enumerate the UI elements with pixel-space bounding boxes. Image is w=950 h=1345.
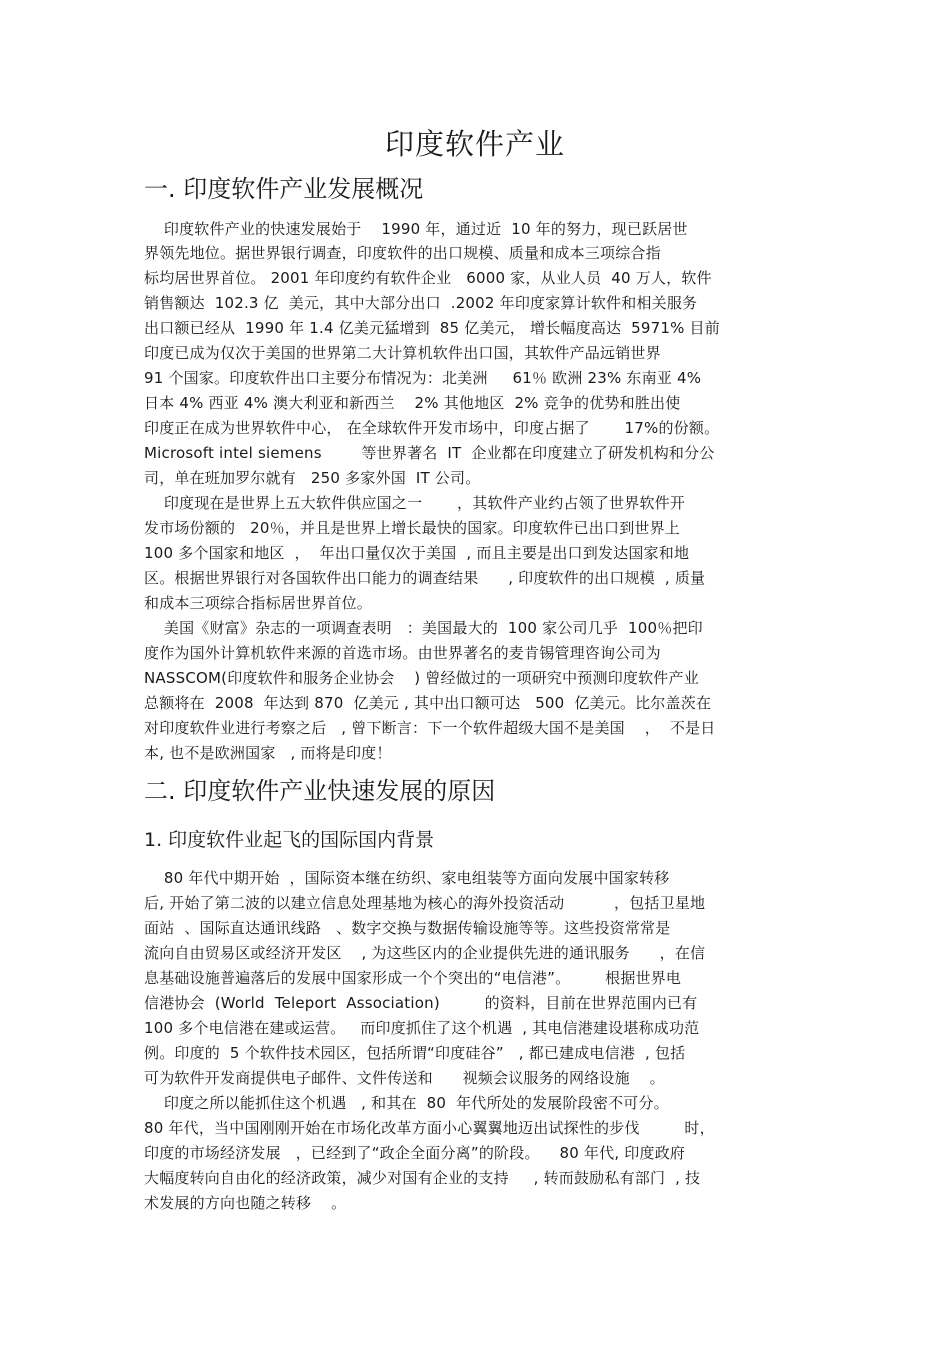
text-line: 销售额达 102.3 亿 美元，其中大部分出口 .2002 年印度家算计软件和相关服务 bbox=[144, 294, 698, 312]
text-line: 出口额已经从 1990 年 1.4 亿美元猛增到 85 亿美元， 增长幅度高达 5971% 目前 bbox=[144, 319, 720, 337]
text-line: 和成本三项综合指标居世界首位。 bbox=[144, 594, 373, 612]
text-line: Microsoft intel siemens 等世界著名 IT 企业都在印度建立了研发机构和分公 bbox=[144, 444, 715, 462]
text-line: NASSCOM(印度软件和服务企业协会 ) 曾经做过的一项研究中预测印度软件产业 bbox=[144, 669, 699, 687]
text-line: 印度之所以能抓住这个机遇 , 和其在 80 年代所处的发展阶段密不可分。 bbox=[144, 1094, 669, 1112]
text-line: 印度现在是世界上五大软件供应国之一 ，其软件产业约占领了世界软件开 bbox=[144, 494, 686, 512]
text-line: 总额将在 2008 年达到 870 亿美元 , 其中出口额可达 500 亿美元。比尔盖茨在 bbox=[144, 694, 712, 712]
text-line: 印度软件产业的快速发展始于 1990 年，通过近 10 年的努力，现已跃居世 bbox=[144, 220, 688, 238]
text-line: 标均居世界首位。 2001 年印度约有软件企业 6000 家，从业人员 40 万人，软件 bbox=[144, 269, 712, 287]
text-line: 100 多个电信港在建或运营。 而印度抓住了这个机遇 , 其电信港建设堪称成功范 bbox=[144, 1019, 700, 1037]
text-line: 80 年代，当中国刚刚开始在市场化改革方面小心翼翼地迈出试探性的步伐 时， bbox=[144, 1119, 715, 1137]
text-line: 面站 、国际直达通讯线路 、数字交换与数据传输设施等等。这些投资常常是 bbox=[144, 919, 671, 937]
text-line: 区。根据世界银行对各国软件出口能力的调查结果 , 印度软件的出口规模 , 质量 bbox=[144, 569, 706, 587]
text-line: 术发展的方向也随之转移 。 bbox=[144, 1194, 347, 1212]
text-line: 印度已成为仅次于美国的世界第二大计算机软件出口国，其软件产品远销世界 bbox=[144, 344, 661, 362]
text-line: 界领先地位。据世界银行调查，印度软件的出口规模、质量和成本三项综合指 bbox=[144, 244, 661, 262]
text-line: 流向自由贸易区或经济开发区 , 为这些区内的企业提供先进的通讯服务 ，在信 bbox=[144, 944, 706, 962]
text-line: 本, 也不是欧洲国家 , 而将是印度！ bbox=[144, 744, 392, 762]
text-line: 100 多个国家和地区 ， 年出口量仅次于美国 , 而且主要是出口到发达国家和地 bbox=[144, 544, 690, 562]
text-line: 度作为国外计算机软件来源的首选市场。由世界著名的麦肯锡管理咨询公司为 bbox=[144, 644, 661, 662]
text-line: 信港协会 (World Teleport Association) 的资料，目前在世界范围内已有 bbox=[144, 994, 698, 1012]
subsection-heading: 1. 印度软件业起飞的国际国内背景 bbox=[144, 829, 435, 851]
section-heading-overview: 一. 印度软件产业发展概况 bbox=[144, 175, 424, 203]
text-line: 91 个国家。印度软件出口主要分布情况为：北美洲 61％ 欧洲 23% 东南亚 4% bbox=[144, 369, 702, 387]
text-line: 对印度软件业进行考察之后 , 曾下断言：下一个软件超级大国不是美国 ， 不是日 bbox=[144, 719, 716, 737]
text-line: 息基础设施普遍落后的发展中国家形成一个个突出的“电信港”。 根据世界电 bbox=[144, 969, 682, 987]
text-line: 后, 开始了第二波的以建立信息处理基地为核心的海外投资活动 ，包括卫星地 bbox=[144, 894, 706, 912]
document-title: 印度软件产业 bbox=[384, 127, 565, 161]
text-line: 印度的市场经济发展 ，已经到了“政企全面分离”的阶段。 80 年代, 印度政府 bbox=[144, 1144, 686, 1162]
section-heading-reasons: 二. 印度软件产业快速发展的原因 bbox=[144, 777, 496, 805]
text-line: 日本 4% 西亚 4% 澳大利亚和新西兰 2% 其他地区 2% 竞争的优势和胜出使 bbox=[144, 394, 681, 412]
text-line: 大幅度转向自由化的经济政策，减少对国有企业的支持 , 转而鼓励私有部门 , 技 bbox=[144, 1169, 701, 1187]
text-line: 发市场份额的 20％，并且是世界上增长最快的国家。印度软件已出口到世界上 bbox=[144, 519, 680, 537]
text-line: 美国《财富》杂志的一项调查表明 ：美国最大的 100 家公司几乎 100％把印 bbox=[144, 619, 703, 637]
text-line: 80 年代中期开始 ，国际资本继在纺织、家电组装等方面向发展中国家转移 bbox=[144, 869, 670, 887]
text-line: 例。印度的 5 个软件技术园区，包括所谓“印度硅谷” , 都已建成电信港 , 包括 bbox=[144, 1044, 686, 1062]
text-line: 司，单在班加罗尔就有 250 多家外国 IT 公司。 bbox=[144, 469, 481, 487]
text-line: 可为软件开发商提供电子邮件、文件传送和 视频会议服务的网络设施 。 bbox=[144, 1069, 665, 1087]
text-line: 印度正在成为世界软件中心， 在全球软件开发市场中，印度占据了 17%的份额。 bbox=[144, 419, 720, 437]
